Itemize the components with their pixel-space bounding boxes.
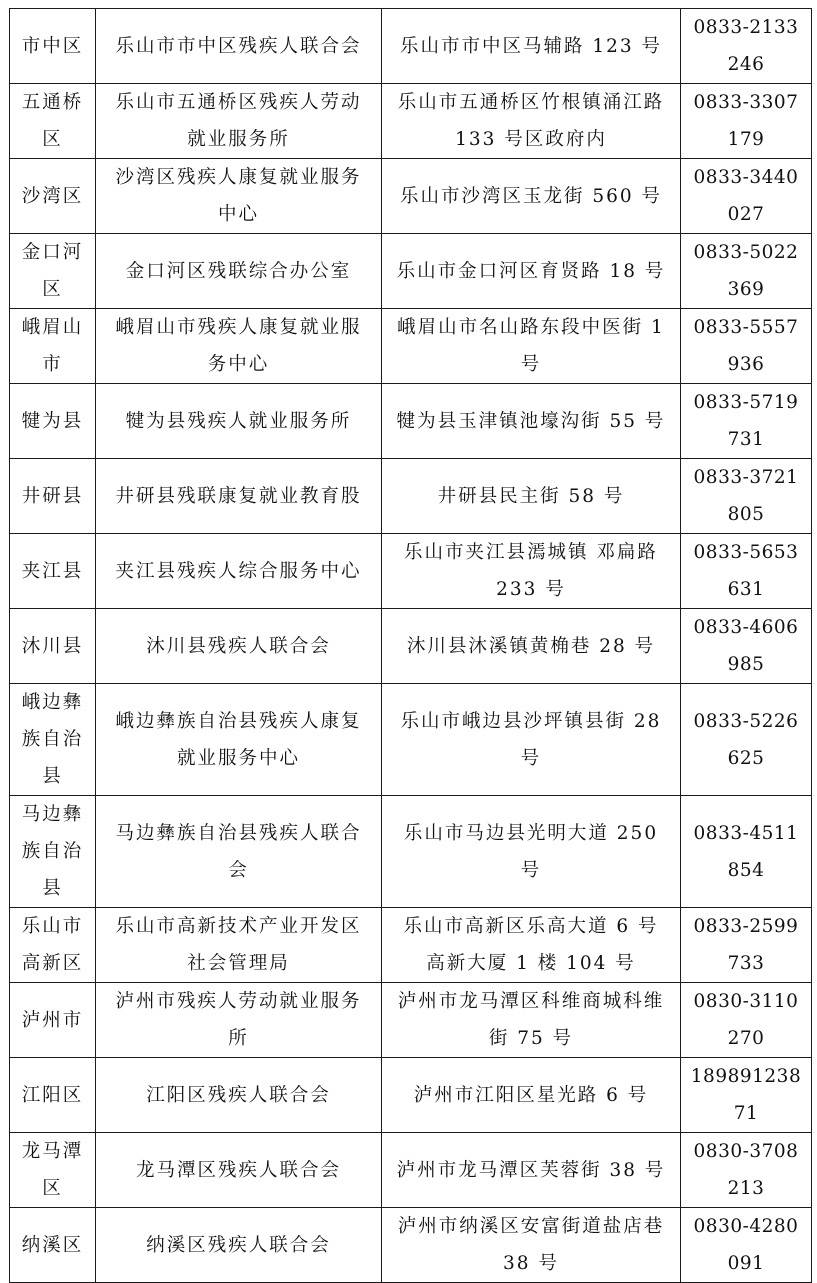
phone-cell xyxy=(681,796,812,908)
contact-table xyxy=(9,8,812,1283)
region-cell xyxy=(10,234,96,309)
region-text: 乐山市高新区 xyxy=(21,916,84,974)
address-text: 乐山市峨边县沙坪镇县街 28 号 xyxy=(400,710,662,769)
organization-cell xyxy=(96,159,382,234)
organization-name: 江阳区残疾人联合会 xyxy=(146,1084,331,1106)
address-text: 乐山市市中区马辅路 123 号 xyxy=(399,35,663,57)
organization-cell xyxy=(96,384,382,459)
table-row xyxy=(10,983,812,1058)
address-cell xyxy=(382,459,681,534)
region-text: 金口河区 xyxy=(21,242,84,300)
phone-number: 0833-4511854 xyxy=(693,822,799,881)
organization-name: 泸州市残疾人劳动就业服务所 xyxy=(115,991,362,1049)
table-row xyxy=(10,1208,812,1283)
table-row xyxy=(10,159,812,234)
region-cell xyxy=(10,684,96,796)
phone-number: 18989123871 xyxy=(690,1066,802,1124)
phone-number: 0833-5719731 xyxy=(693,392,799,450)
organization-name: 峨边彝族自治县残疾人康复就业服务中心 xyxy=(115,710,362,769)
phone-number: 0833-3307179 xyxy=(693,92,799,150)
address-cell xyxy=(382,84,681,159)
region-cell xyxy=(10,1058,96,1133)
address-cell xyxy=(382,609,681,684)
region-text: 犍为县 xyxy=(21,410,84,432)
region-text: 马边彝族自治县 xyxy=(21,804,84,899)
table-row xyxy=(10,9,812,84)
phone-cell xyxy=(681,1058,812,1133)
table-row xyxy=(10,684,812,796)
address-cell xyxy=(382,908,681,983)
region-cell xyxy=(10,384,96,459)
region-text: 江阳区 xyxy=(21,1084,84,1106)
region-cell xyxy=(10,159,96,234)
organization-name: 马边彝族自治县残疾人联合会 xyxy=(115,822,362,881)
organization-name: 乐山市五通桥区残疾人劳动就业服务所 xyxy=(115,92,362,150)
phone-number: 0833-2599733 xyxy=(693,916,799,974)
table-row xyxy=(10,84,812,159)
phone-cell xyxy=(681,983,812,1058)
region-text: 泸州市 xyxy=(21,1009,84,1031)
organization-name: 乐山市高新技术产业开发区社会管理局 xyxy=(115,916,362,974)
organization-cell xyxy=(96,684,382,796)
address-cell xyxy=(382,983,681,1058)
region-cell xyxy=(10,9,96,84)
region-text: 龙马潭区 xyxy=(21,1141,84,1199)
address-text: 乐山市马边县光明大道 250 号 xyxy=(403,822,659,881)
organization-name: 峨眉山市残疾人康复就业服务中心 xyxy=(115,317,362,375)
address-cell xyxy=(382,384,681,459)
address-text: 乐山市高新区乐高大道 6 号 高新大厦 1 楼 104 号 xyxy=(403,916,659,974)
organization-cell xyxy=(96,1208,382,1283)
phone-number: 0833-3721805 xyxy=(693,467,799,525)
table-row xyxy=(10,908,812,983)
phone-cell xyxy=(681,1133,812,1208)
address-cell xyxy=(382,159,681,234)
table-body xyxy=(10,9,812,1283)
address-cell xyxy=(382,684,681,796)
phone-cell xyxy=(681,159,812,234)
region-cell xyxy=(10,84,96,159)
address-text: 井研县民主街 58 号 xyxy=(437,485,625,507)
table-row xyxy=(10,234,812,309)
region-cell xyxy=(10,983,96,1058)
organization-cell xyxy=(96,84,382,159)
address-text: 犍为县玉津镇池壕沟街 55 号 xyxy=(396,410,666,432)
address-text: 乐山市金口河区育贤路 18 号 xyxy=(396,260,666,282)
region-cell xyxy=(10,1133,96,1208)
organization-cell xyxy=(96,1058,382,1133)
region-cell xyxy=(10,609,96,684)
region-cell xyxy=(10,796,96,908)
region-text: 峨边彝族自治县 xyxy=(21,692,84,787)
region-cell xyxy=(10,534,96,609)
organization-name: 犍为县残疾人就业服务所 xyxy=(125,410,352,432)
phone-number: 0833-4606985 xyxy=(693,617,799,675)
organization-cell xyxy=(96,983,382,1058)
region-text: 峨眉山市 xyxy=(21,317,84,375)
address-cell xyxy=(382,309,681,384)
phone-number: 0833-5557936 xyxy=(693,317,799,375)
region-text: 五通桥区 xyxy=(21,92,84,150)
organization-cell xyxy=(96,234,382,309)
address-text: 乐山市沙湾区玉龙街 560 号 xyxy=(399,185,663,207)
address-text: 峨眉山市名山路东段中医街 1 号 xyxy=(397,317,665,375)
address-text: 沐川县沐溪镇黄桷巷 28 号 xyxy=(406,635,656,657)
organization-cell xyxy=(96,1133,382,1208)
region-cell xyxy=(10,309,96,384)
organization-cell xyxy=(96,534,382,609)
address-text: 乐山市五通桥区竹根镇涌江路 133 号区政府内 xyxy=(397,92,665,150)
organization-cell xyxy=(96,908,382,983)
address-text: 泸州市江阳区星光路 6 号 xyxy=(413,1084,649,1106)
address-cell xyxy=(382,796,681,908)
address-cell xyxy=(382,534,681,609)
table-row xyxy=(10,309,812,384)
organization-name: 沐川县残疾人联合会 xyxy=(146,635,331,657)
organization-name: 龙马潭区残疾人联合会 xyxy=(135,1159,341,1181)
phone-number: 0830-4280091 xyxy=(693,1216,799,1274)
phone-cell xyxy=(681,908,812,983)
organization-name: 夹江县残疾人综合服务中心 xyxy=(115,560,362,582)
address-cell xyxy=(382,234,681,309)
phone-cell xyxy=(681,234,812,309)
address-cell xyxy=(382,1058,681,1133)
phone-number: 0833-3440027 xyxy=(693,167,799,225)
table-row xyxy=(10,1058,812,1133)
table-row xyxy=(10,609,812,684)
organization-cell xyxy=(96,609,382,684)
phone-cell xyxy=(681,534,812,609)
region-text: 纳溪区 xyxy=(21,1234,84,1256)
phone-cell xyxy=(681,84,812,159)
address-text: 泸州市龙马潭区科维商城科维街 75 号 xyxy=(397,991,665,1049)
region-cell xyxy=(10,1208,96,1283)
region-cell xyxy=(10,908,96,983)
organization-name: 金口河区残联综合办公室 xyxy=(125,260,352,282)
phone-number: 0833-2133246 xyxy=(693,17,799,75)
phone-cell xyxy=(681,459,812,534)
phone-cell xyxy=(681,9,812,84)
phone-number: 0833-5653631 xyxy=(693,542,799,600)
table-row xyxy=(10,534,812,609)
address-cell xyxy=(382,9,681,84)
organization-cell xyxy=(96,309,382,384)
address-text: 泸州市纳溪区安富街道盐店巷 38 号 xyxy=(397,1216,665,1274)
phone-cell xyxy=(681,684,812,796)
region-text: 市中区 xyxy=(21,35,84,57)
address-text: 乐山市夹江县漹城镇 邓扁路 233 号 xyxy=(404,542,658,600)
address-cell xyxy=(382,1208,681,1283)
phone-cell xyxy=(681,1208,812,1283)
region-text: 夹江县 xyxy=(21,560,84,582)
phone-cell xyxy=(681,309,812,384)
table-row xyxy=(10,384,812,459)
region-text: 井研县 xyxy=(21,485,84,507)
organization-name: 沙湾区残疾人康复就业服务中心 xyxy=(115,167,362,225)
phone-number: 0833-5022369 xyxy=(693,242,799,300)
address-text: 泸州市龙马潭区芙蓉街 38 号 xyxy=(396,1159,666,1181)
table-row xyxy=(10,459,812,534)
phone-number: 0833-5226625 xyxy=(693,710,799,769)
address-cell xyxy=(382,1133,681,1208)
phone-number: 0830-3110270 xyxy=(693,991,799,1049)
organization-name: 乐山市市中区残疾人联合会 xyxy=(115,35,362,57)
region-cell xyxy=(10,459,96,534)
organization-name: 井研县残联康复就业教育股 xyxy=(115,485,362,507)
region-text: 沙湾区 xyxy=(21,185,84,207)
table-row xyxy=(10,1133,812,1208)
organization-cell xyxy=(96,459,382,534)
table-row xyxy=(10,796,812,908)
phone-cell xyxy=(681,384,812,459)
organization-cell xyxy=(96,796,382,908)
organization-cell xyxy=(96,9,382,84)
organization-name: 纳溪区残疾人联合会 xyxy=(146,1234,331,1256)
phone-cell xyxy=(681,609,812,684)
region-text: 沐川县 xyxy=(21,635,84,657)
phone-number: 0830-3708213 xyxy=(693,1141,799,1199)
